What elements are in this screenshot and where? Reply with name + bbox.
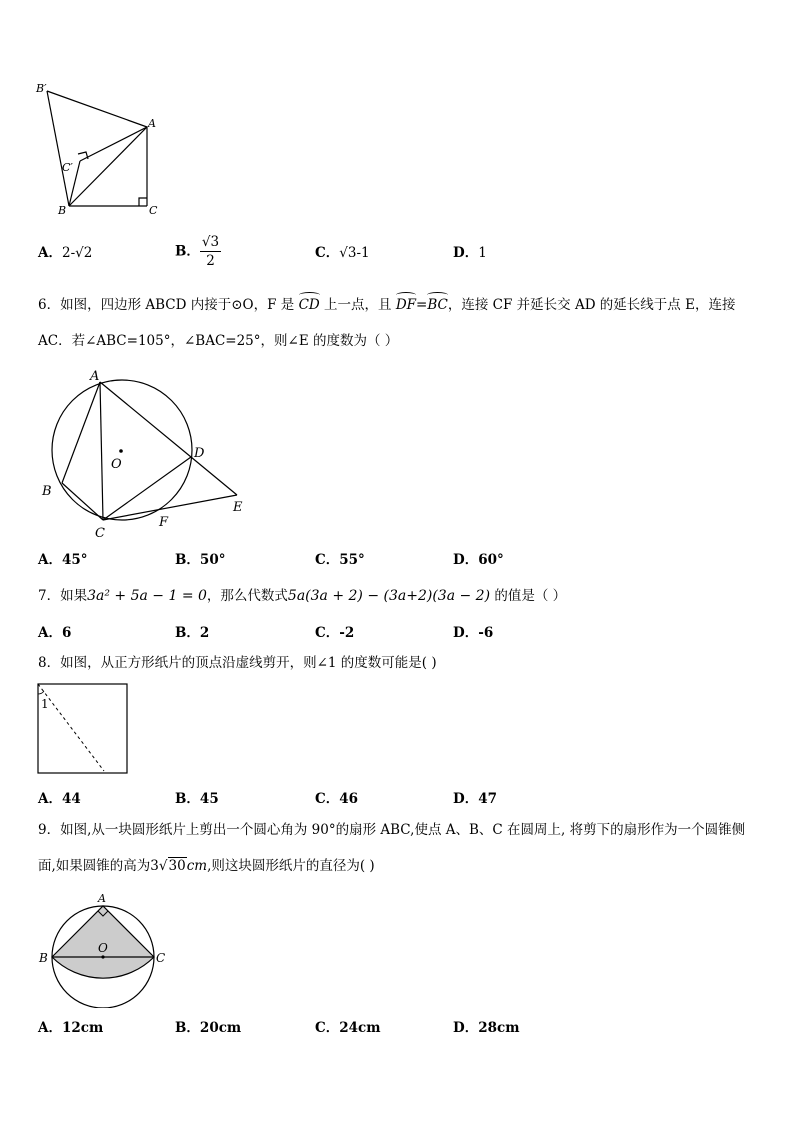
label-c: C (156, 951, 166, 965)
q7-option-c: C．-2 (315, 625, 355, 641)
figure-q6 (35, 365, 260, 540)
q6-option-c: C．55° (315, 552, 365, 568)
q9-option-b: B．20cm (175, 1020, 242, 1036)
q6-option-b: B．50° (175, 552, 226, 568)
label-c: C (95, 526, 105, 540)
q8-option-b: B．45 (175, 791, 219, 807)
angle-label: 1 (41, 697, 49, 711)
q7-option-a: A．6 (38, 625, 72, 641)
label-a: A (98, 892, 106, 905)
q6-option-d: D．60° (453, 552, 504, 568)
q9-option-d: D．28cm (453, 1020, 520, 1036)
figure-q8 (36, 682, 131, 777)
label-a: A (148, 117, 156, 130)
figure-q9 (36, 888, 171, 1008)
q6-option-a: A．45° (38, 552, 88, 568)
label-o: O (111, 457, 122, 472)
label-b-prime: B′ (36, 82, 47, 95)
q9-option-a: A．12cm (38, 1020, 104, 1036)
q5-option-d: D．1 (453, 245, 487, 261)
label-b: B (39, 951, 48, 965)
label-e: E (233, 500, 243, 515)
q8-option-c: C．46 (315, 791, 359, 807)
label-d: D (194, 446, 205, 461)
q9-line-2: 面,如果圆锥的高为3√30cm,则这块圆形纸片的直径为( ) (38, 858, 375, 874)
label-c: C (149, 204, 158, 217)
q9-option-c: C．24cm (315, 1020, 381, 1036)
q8-option-a: A．44 (38, 791, 81, 807)
q7-line: 7．如果3a² + 5a − 1 = 0，那么代数式5a(3a + 2) − (3a+2)(3a − 2) 的值是（ ） (38, 588, 567, 604)
q5-option-b: B． $\frac{√3}{2}$ (175, 234, 220, 269)
q7-option-b: B．2 (175, 625, 210, 641)
label-c-prime: C′ (62, 161, 73, 174)
q8-line: 8．如图，从正方形纸片的顶点沿虚线剪开，则∠1 的度数可能是( ) (38, 655, 437, 671)
q7-option-d: D．-6 (453, 625, 494, 641)
label-b: B (42, 484, 52, 499)
label-f: F (159, 515, 169, 530)
q6-line-1: 6．如图，四边形 ABCD 内接于⊙O，F 是 CD 上一点，且 DF=BC，连接 CF 并延长交 AD 的延长线于点 E，连接 (38, 297, 736, 313)
figure-q5 (30, 75, 170, 225)
q8-option-d: D．47 (453, 791, 498, 807)
q5-option-a: A．2-√2 (38, 245, 93, 261)
label-o: O (98, 941, 108, 955)
q6-line-2: AC．若∠ABC=105°，∠BAC=25°，则∠E 的度数为（ ） (38, 333, 399, 349)
label-a: A (90, 369, 100, 384)
label-b: B (58, 204, 67, 217)
q5-option-c: C．√3-1 (315, 245, 370, 261)
q9-line-1: 9．如图,从一块圆形纸片上剪出一个圆心角为 90°的扇形 ABC,使点 A、B、C 在圆周上, 将剪下的扇形作为一个圆锥侧 (38, 822, 746, 838)
